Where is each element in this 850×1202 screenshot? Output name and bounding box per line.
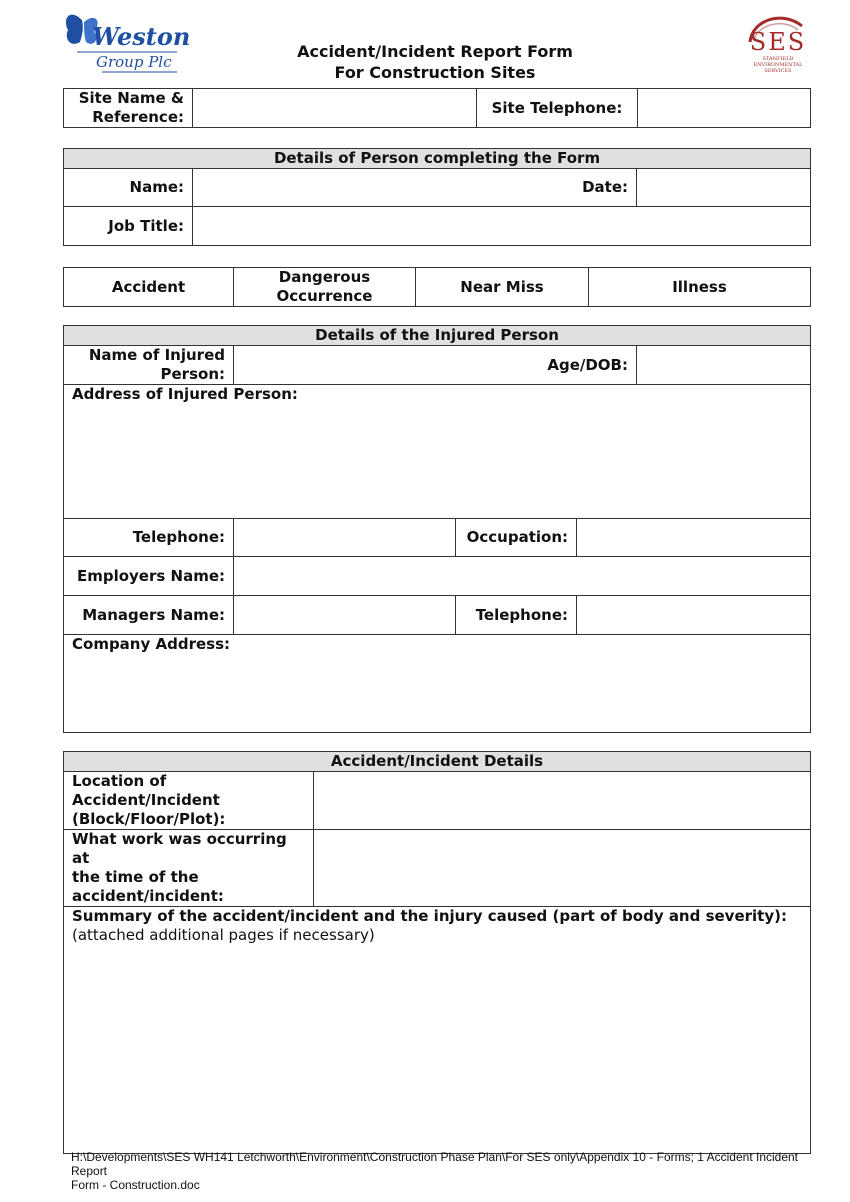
work-occurring-label bbox=[64, 830, 314, 907]
age-dob-field[interactable] bbox=[637, 346, 811, 385]
work-occurring-field[interactable] bbox=[314, 830, 811, 907]
injured-telephone-field[interactable] bbox=[234, 519, 456, 557]
injured-address-field[interactable] bbox=[64, 385, 811, 519]
site-table bbox=[63, 88, 811, 128]
location-label bbox=[64, 772, 314, 830]
page-title bbox=[230, 41, 640, 83]
job-title-field[interactable] bbox=[193, 207, 811, 246]
title-line-2: For Construction Sites bbox=[334, 63, 536, 82]
footer-file-path bbox=[71, 1150, 811, 1192]
logo-word-group: Group Plc bbox=[96, 53, 172, 71]
site-name-field[interactable] bbox=[193, 89, 477, 128]
company-address-field[interactable] bbox=[64, 635, 811, 733]
job-title-label: Job Title: bbox=[64, 207, 193, 246]
date-label: Date: bbox=[193, 169, 637, 207]
injured-heading: Details of the Injured Person bbox=[64, 326, 811, 346]
injured-address-label: Address of Injured Person: bbox=[72, 385, 298, 403]
location-label-3: (Block/Floor/Plot): bbox=[72, 810, 226, 828]
site-name-label-1: Site Name & bbox=[78, 89, 184, 107]
work-label-2: the time of the bbox=[72, 868, 199, 886]
date-field[interactable] bbox=[637, 169, 811, 207]
managers-telephone-label: Telephone: bbox=[456, 596, 577, 635]
footer-path-line-1: H:\Developments\SES WH141 Letchworth\Environment\Construction Phase Plan\For SES only\Appendix 10 - Forms; 1 Accident Incident Report bbox=[71, 1150, 799, 1178]
summary-field[interactable] bbox=[64, 907, 811, 1154]
completer-table bbox=[63, 148, 811, 246]
footer-path-line-2: Form - Construction.doc bbox=[71, 1178, 200, 1192]
injured-name-label-2: Person: bbox=[160, 365, 225, 383]
injured-name-label bbox=[64, 346, 234, 385]
location-label-1: Location of bbox=[72, 772, 167, 790]
occupation-label: Occupation: bbox=[456, 519, 577, 557]
ses-logo bbox=[742, 12, 814, 74]
site-name-label-2: Reference: bbox=[92, 108, 184, 126]
logo-word-weston: Weston bbox=[92, 22, 191, 51]
injured-table bbox=[63, 325, 811, 733]
injured-name-label-1: Name of Injured bbox=[88, 346, 225, 364]
type-dangerous-1: Dangerous bbox=[278, 268, 371, 286]
logo-sub-2: ENVIRONMENTAL bbox=[753, 62, 803, 68]
logo-ses-text: SES bbox=[749, 28, 807, 56]
managers-name-label: Managers Name: bbox=[64, 596, 234, 635]
work-label-1: What work was occurring at bbox=[72, 830, 287, 867]
occupation-field[interactable] bbox=[577, 519, 811, 557]
work-label-3: accident/incident: bbox=[72, 887, 224, 905]
summary-label: Summary of the accident/incident and the injury caused (part of body and severity): bbox=[72, 907, 787, 925]
type-accident[interactable]: Accident bbox=[64, 268, 234, 307]
employers-name-label: Employers Name: bbox=[64, 557, 234, 596]
type-illness[interactable]: Illness bbox=[589, 268, 811, 307]
employers-name-field[interactable] bbox=[234, 557, 811, 596]
name-label: Name: bbox=[64, 169, 193, 207]
injured-telephone-label: Telephone: bbox=[64, 519, 234, 557]
managers-name-field[interactable] bbox=[234, 596, 456, 635]
details-heading: Accident/Incident Details bbox=[64, 752, 811, 772]
managers-telephone-field[interactable] bbox=[577, 596, 811, 635]
weston-logo bbox=[62, 8, 191, 78]
site-telephone-field[interactable] bbox=[638, 89, 811, 128]
age-dob-label: Age/DOB: bbox=[234, 346, 637, 385]
summary-note: (attached additional pages if necessary) bbox=[72, 926, 375, 944]
incident-type-table bbox=[63, 267, 811, 307]
logo-sub-3: SERVICES bbox=[764, 68, 792, 74]
location-label-2: Accident/Incident bbox=[72, 791, 220, 809]
title-line-1: Accident/Incident Report Form bbox=[297, 42, 573, 61]
accident-details-table bbox=[63, 751, 811, 1154]
type-dangerous-2: Occurrence bbox=[276, 287, 373, 305]
company-address-label: Company Address: bbox=[72, 635, 230, 653]
site-name-label bbox=[64, 89, 193, 128]
site-telephone-label: Site Telephone: bbox=[477, 89, 638, 128]
type-dangerous-occurrence[interactable] bbox=[234, 268, 416, 307]
completer-heading: Details of Person completing the Form bbox=[64, 149, 811, 169]
type-near-miss[interactable]: Near Miss bbox=[416, 268, 589, 307]
logo-sub-1: STANFIELD bbox=[762, 56, 794, 62]
logo-ses-subtitle bbox=[742, 56, 814, 74]
location-field[interactable] bbox=[314, 772, 811, 830]
